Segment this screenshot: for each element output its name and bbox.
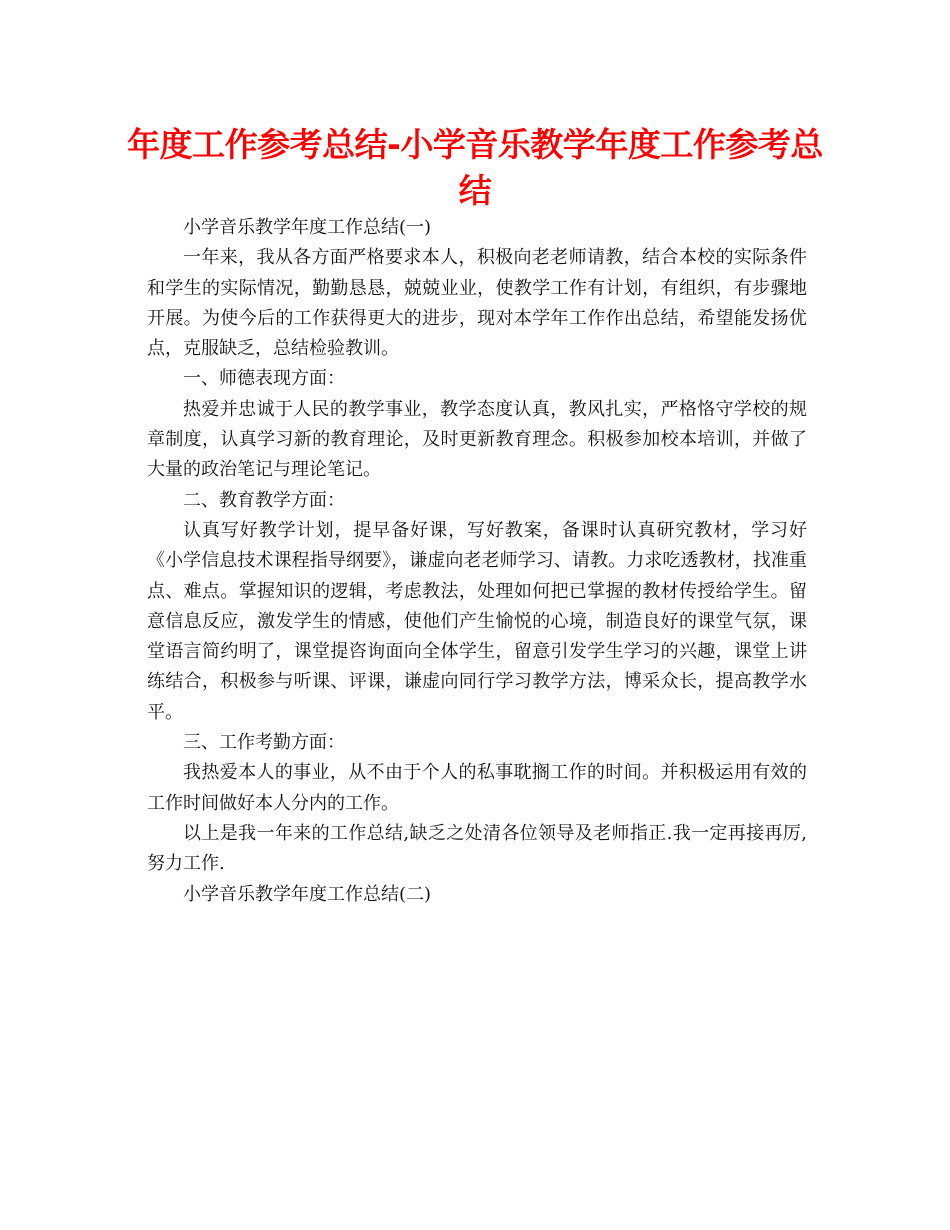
section-heading: 一、师德表现方面： (183, 368, 345, 390)
document-title: 年度工作参考总结-小学音乐教学年度工作参考总结 (127, 125, 823, 210)
paragraph: 认真写好教学计划，提早备好课，写好教案，备课时认真研究教材，学习好《小学信息技术课程指导纲要》，谦虚向老老师学习、请教。力求吃透教材，找准重点、难点。掌握知识的逻辑，考虑教法，处理如何把已掌握的教材传授给学生。留意信息反应，激发学生的情感，使他们产生愉悦的心境，制造良好的课堂气氛，课堂语言简约明了，课堂提咨询面向全体学生，留意引发学生学习的兴趣，课堂上讲练结合，积极参与听课、评课，谦虚向同行学习教学方法，博采众长，提高教学水平。 (147, 519, 807, 723)
section-heading: 小学音乐教学年度工作总结(二) (183, 883, 432, 905)
section-heading: 小学音乐教学年度工作总结(一) (183, 217, 432, 238)
paragraph: 一年来，我从各方面严格要求本人，积极向老老师请教，结合本校的实际条件和学生的实际情况，勤勤恳恳，兢兢业业，使教学工作有计划，有组织，有步骤地开展。为使今后的工作获得更大的进步，现对本学年工作作出总结，希望能发扬优点，克服缺乏，总结检验教训。 (147, 247, 807, 360)
paragraph: 热爱并忠诚于人民的教学事业，教学态度认真，教风扎实，严格恪守学校的规章制度，认真学习新的教育理论，及时更新教育理念。积极参加校本培训，并做了大量的政治笔记与理论笔记。 (147, 398, 807, 481)
section-heading: 二、教育教学方面： (183, 489, 345, 511)
paragraph: 以上是我一年来的工作总结,缺乏之处清各位领导及老师指正.我一定再接再厉,努力工作. (147, 822, 807, 875)
document-body (147, 213, 807, 910)
section-heading: 三、工作考勤方面： (183, 732, 345, 754)
paragraph: 我热爱本人的事业，从不由于个人的私事耽搁工作的时间。并积极运用有效的工作时间做好本人分内的工作。 (147, 762, 807, 814)
